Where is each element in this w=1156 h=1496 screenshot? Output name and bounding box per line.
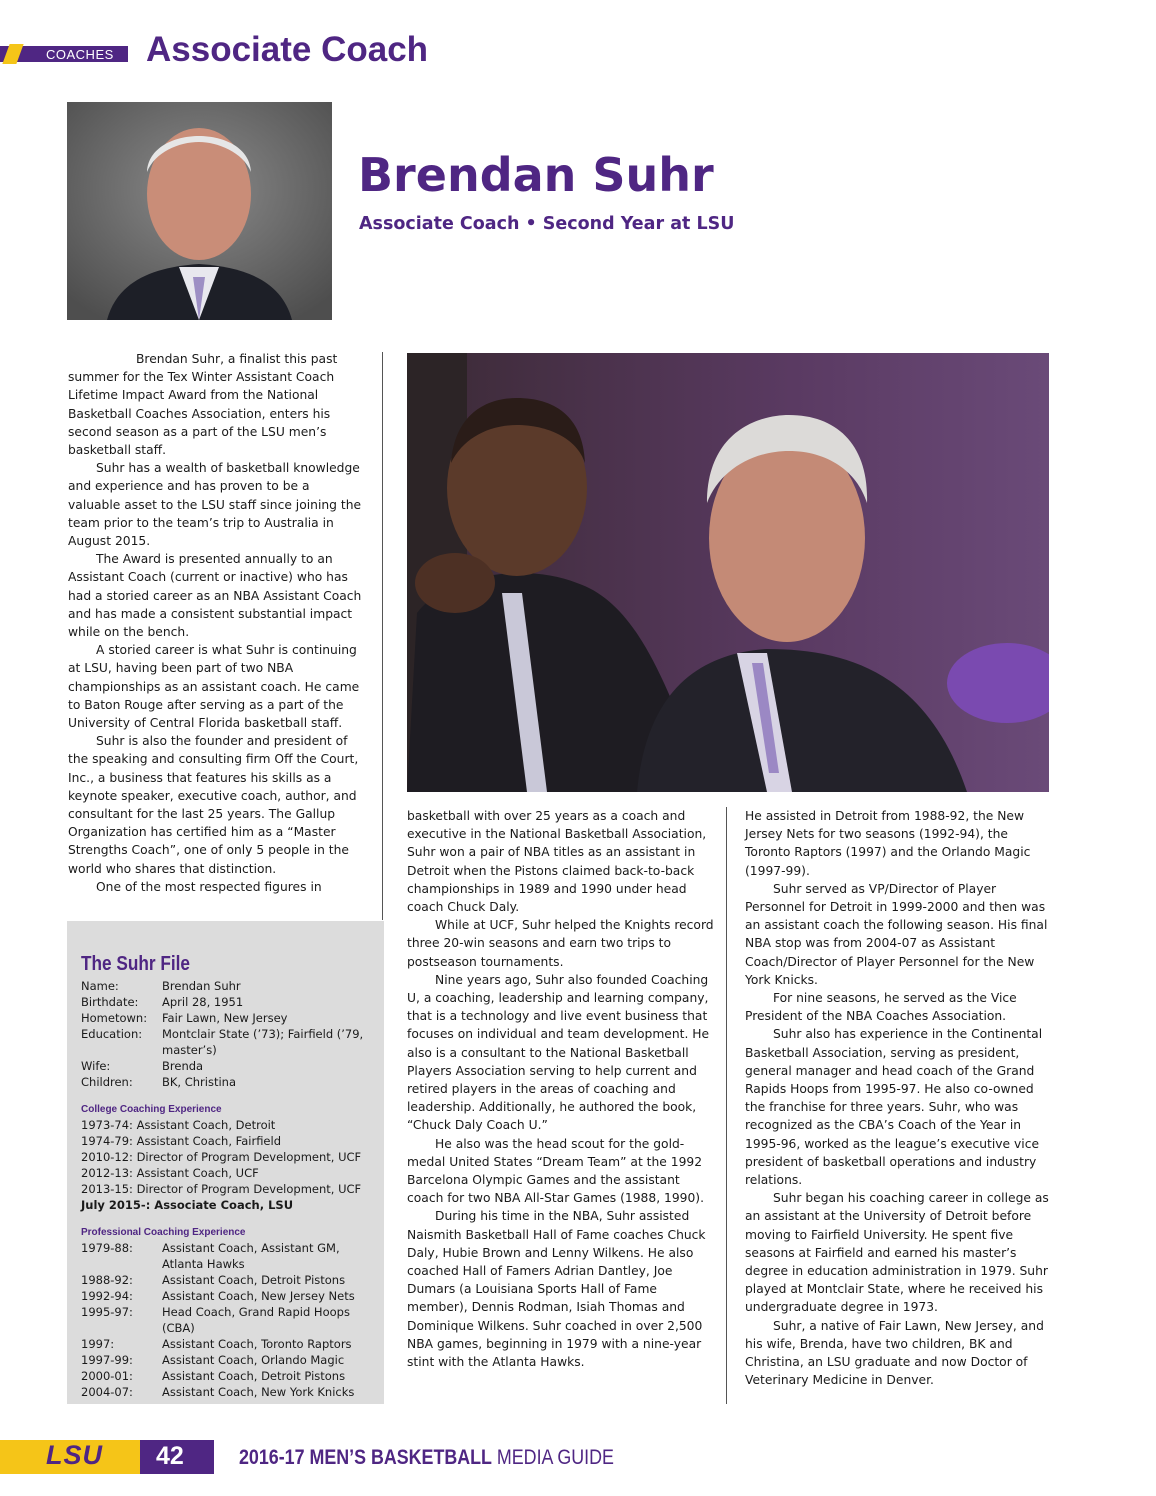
- college-list: [81, 1117, 372, 1213]
- pro-years: 2004-07:: [81, 1385, 133, 1399]
- pro-heading: Professional Coaching Experience: [81, 1227, 246, 1238]
- column-divider: [726, 807, 727, 1404]
- bio-paragraph: Suhr began his coaching career in college as an assistant at the University of Detroit before moving to Fairfield University. He spent five seasons at Fairfield and earned his master’s degree in education administration in 1979. Suhr played at Montclair State, where he received his undergraduate degree in 1973.: [745, 1191, 1049, 1315]
- bio-paragraph: For nine seasons, he served as the Vice President of the NBA Coaches Association.: [745, 991, 1017, 1024]
- bio-paragraph: basketball with over 25 years as a coach and executive in the National Basketball Association, Suhr won a pair of NBA titles as an assistant in Detroit when the Pistons claimed back-to-back championships in 1989 and 1990 under head coach Chuck Daly.: [407, 809, 707, 915]
- bio-paragraph: Suhr served as VP/Director of Player Personnel for Detroit in 1999-2000 and then was an assistant coach the following season. His final NBA stop was from 2004-07 as Assistant Coach/Director of Player Personnel for the New York Knicks.: [745, 881, 1048, 987]
- pro-years: 1997:: [81, 1337, 115, 1351]
- coach-name: Brendan Suhr: [358, 148, 714, 202]
- column-divider: [382, 352, 383, 920]
- bio-paragraph: One of the most respected figures in: [96, 879, 322, 894]
- pro-role: Assistant Coach, New Jersey Nets: [162, 1289, 355, 1303]
- college-item: 1973-74: Assistant Coach, Detroit: [81, 1118, 276, 1132]
- bio-paragraph: The Award is presented annually to an Assistant Coach (current or inactive) who has had a storied career as an NBA Assistant Coach and has made a consistent substantial impact while on the bench.: [68, 552, 362, 640]
- fact-value: April 28, 1951: [162, 995, 244, 1009]
- college-item: 1974-79: Assistant Coach, Fairfield: [81, 1134, 282, 1148]
- college-item: 2013-15: Director of Program Development, UCF: [81, 1182, 362, 1196]
- fact-value: Montclair State (’73); Fairfield (’79, master’s): [162, 1027, 364, 1057]
- bio-paragraph: Nine years ago, Suhr also founded Coaching U, a coaching, leadership and learning company, that is a technology and live event business that focuses on individual and team development. He also is a consultant to the National Basketball Players Association serving to help current and retired players in the areas of coaching and leadership. Additionally, he authored the book, “Chuck Daly Coach U.”: [407, 972, 710, 1133]
- bio-paragraph: Suhr is also the founder and president of the speaking and consulting firm Off the Court, Inc., a business that features his skills as a keynote speaker, executive coach, author, and consultant for the last 25 years. The Gallup Organization has certified him as a “Master Strengths Coach”, one of only 5 people in the world who shares that distinction.: [68, 734, 359, 876]
- bio-paragraph: Suhr, a native of Fair Lawn, New Jersey, and his wife, Brenda, have two children, BK and Christina, an LSU graduate and now Doctor of Veterinary Medicine in Denver.: [745, 1318, 1044, 1388]
- fact-value: BK, Christina: [162, 1075, 237, 1089]
- bio-paragraph: He also was the head scout for the gold-medal United States “Dream Team” at the 1992 Barcelona Olympic Games and the assistant coach for two NBA All-Star Games (1988, 1990).: [407, 1136, 705, 1206]
- bio-paragraph: Suhr also has experience in the Continental Basketball Association, serving as president, general manager and head coach of the Grand Rapids Hoops from 1995-97. He also co-owned the franchise for three years. Suhr, who was recognized as the CBA’s Coach of the Year in 1995-96, worked as the league’s executive vice president of basketball operations and industry relations.: [745, 1027, 1043, 1188]
- pro-role: Assistant Coach, Toronto Raptors: [162, 1337, 352, 1351]
- fact-label: Hometown:: [81, 1011, 148, 1025]
- college-item: 2012-13: Assistant Coach, UCF: [81, 1166, 259, 1180]
- fact-value: Brendan Suhr: [162, 979, 241, 993]
- bio-paragraph: While at UCF, Suhr helped the Knights record three 20-win seasons and earn two trips to postseason tournaments.: [407, 918, 714, 969]
- headshot-photo: [67, 102, 332, 320]
- bio-paragraph: Brendan Suhr, a finalist this past summer for the Tex Winter Assistant Coach Lifetime Impact Award from the National Basketball Coaches Association, enters his second season as a part of the LSU men’s basketball staff.: [68, 352, 338, 458]
- fact-value: Brenda: [162, 1059, 204, 1073]
- pro-role: Assistant Coach, Assistant GM, Atlanta Hawks: [162, 1241, 340, 1271]
- lsu-logo: LSU: [46, 1440, 103, 1470]
- fact-label: Name:: [81, 979, 119, 993]
- bio-paragraph: He assisted in Detroit from 1988-92, the New Jersey Nets for two seasons (1992-94), the Toronto Raptors (1997) and the Orlando Magic (1997-99).: [745, 809, 1031, 878]
- suhr-file-sidebar: [67, 921, 384, 1404]
- bio-column-1: [68, 350, 364, 896]
- fact-value: Fair Lawn, New Jersey: [162, 1011, 288, 1025]
- pro-years: 1995-97:: [81, 1305, 133, 1319]
- pro-years: 1997-99:: [81, 1353, 133, 1367]
- pro-years: 2000-01:: [81, 1369, 133, 1383]
- coach-subtitle: Associate Coach • Second Year at LSU: [359, 214, 735, 234]
- fact-label: Wife:: [81, 1059, 111, 1073]
- fact-label: Education:: [81, 1027, 143, 1041]
- college-item: 2010-12: Director of Program Development, UCF: [81, 1150, 362, 1164]
- pro-role: Assistant Coach, Orlando Magic: [162, 1353, 345, 1367]
- pro-list: [81, 1240, 372, 1400]
- college-heading: College Coaching Experience: [81, 1104, 222, 1115]
- pro-years: 1992-94:: [81, 1289, 133, 1303]
- pro-years: 1988-92:: [81, 1273, 133, 1287]
- footer-guide-title: [239, 1446, 614, 1470]
- page-title: Associate Coach: [146, 30, 429, 69]
- guide-title-bold: 2016-17 MEN’S BASKETBALL: [239, 1446, 492, 1469]
- coaches-bench-photo: [407, 353, 1049, 792]
- bio-column-2: [407, 807, 717, 1371]
- college-item-current: July 2015-: Associate Coach, LSU: [81, 1198, 294, 1212]
- section-label: COACHES: [46, 47, 114, 62]
- pro-role: Assistant Coach, Detroit Pistons: [162, 1369, 346, 1383]
- pro-role: Head Coach, Grand Rapid Hoops (CBA): [162, 1305, 350, 1335]
- guide-title-rest: MEDIA GUIDE: [491, 1446, 614, 1469]
- fact-label: Children:: [81, 1075, 133, 1089]
- bio-paragraph: A storied career is what Suhr is continuing at LSU, having been part of two NBA championships as an assistant coach. He came to Baton Rouge after serving as a part of the University of Central Florida basketball staff.: [68, 643, 360, 731]
- pro-role: Assistant Coach, New York Knicks: [162, 1385, 355, 1399]
- bio-column-3: [745, 807, 1053, 1390]
- pro-years: 1979-88:: [81, 1241, 133, 1255]
- pro-role: Assistant Coach, Detroit Pistons: [162, 1273, 346, 1287]
- fact-list: [81, 978, 372, 1090]
- fact-label: Birthdate:: [81, 995, 139, 1009]
- sidebar-title: The Suhr File: [81, 953, 190, 975]
- bio-paragraph: During his time in the NBA, Suhr assisted Naismith Basketball Hall of Fame coaches Chuck Daly, Hubie Brown and Lenny Wilkens. He also coached Hall of Famers Adrian Dantley, Joe Dumars (a Louisiana Sports Hall of Fame member), Dennis Rodman, Isiah Thomas and Dominique Wilkens. Suhr coached in over 2,500 NBA games, beginning in 1979 with a nine-year stint with the Atlanta Hawks.: [407, 1209, 706, 1370]
- page-number: 42: [156, 1442, 184, 1470]
- bio-paragraph: Suhr has a wealth of basketball knowledge and experience and has proven to be a valuable asset to the LSU staff since joining the team prior to the team’s trip to Australia in August 2015.: [68, 461, 362, 549]
